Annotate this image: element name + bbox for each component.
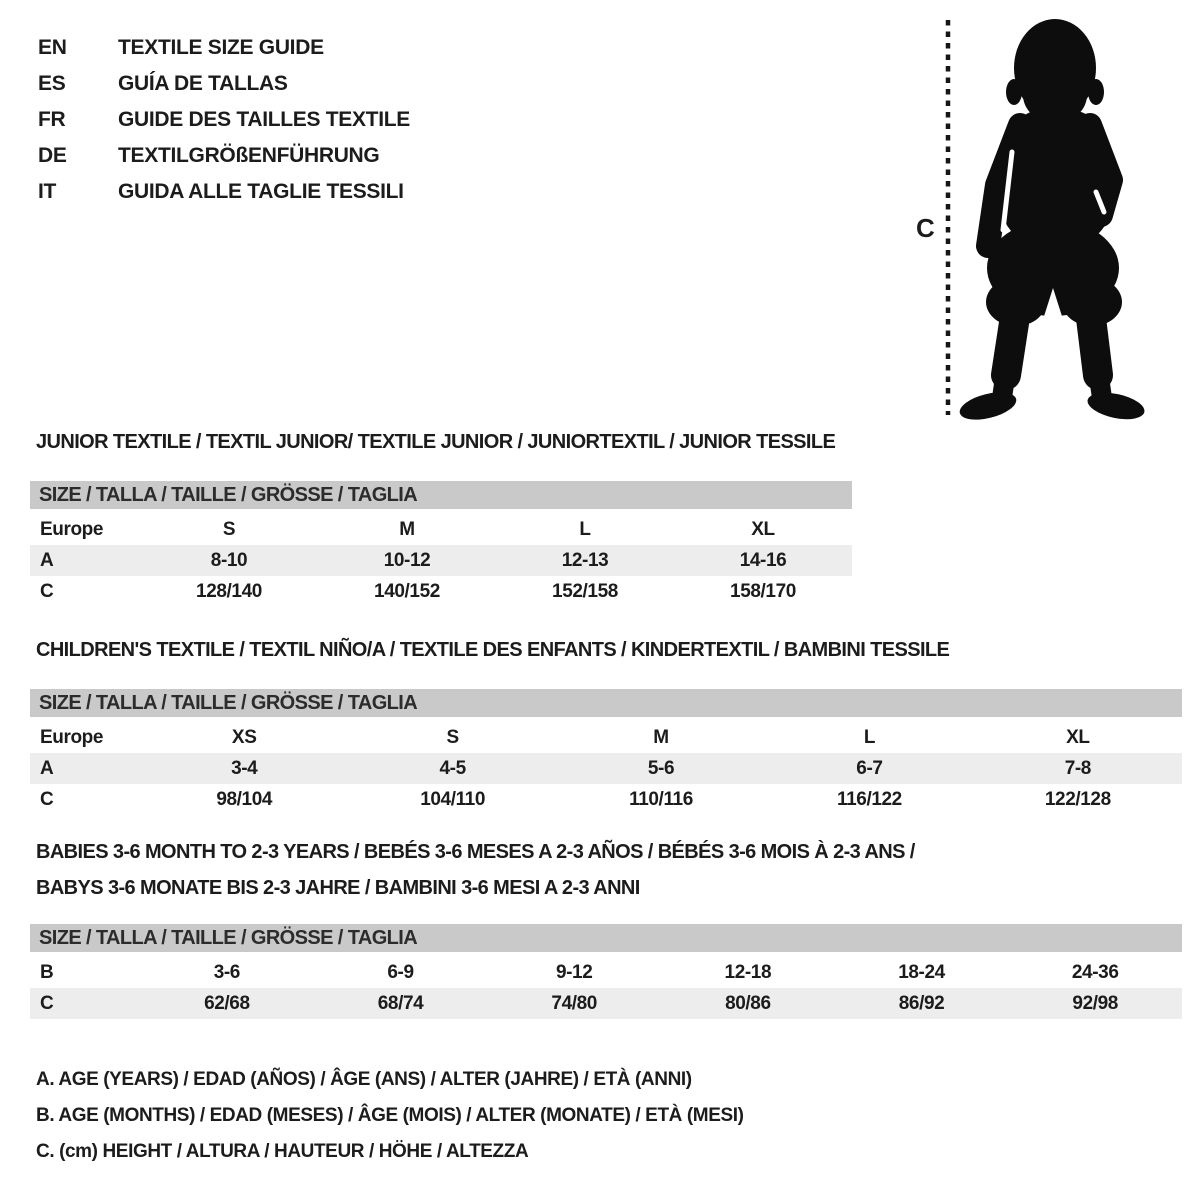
table-cell: 3-6 xyxy=(213,961,240,983)
table-cell: 110/116 xyxy=(629,788,693,810)
babies-section-title-line2: BABYS 3-6 MONATE BIS 2-3 JAHRE / BAMBINI 3-6 MESI A 2-3 ANNI xyxy=(36,877,640,899)
table-rows xyxy=(30,514,852,607)
table-cell: 10-12 xyxy=(383,549,431,571)
language-code: EN xyxy=(38,36,67,59)
guide-title-fr: GUIDE DES TAILLES TEXTILE xyxy=(118,108,410,131)
table-cell: 12-18 xyxy=(724,961,772,983)
table-row-c xyxy=(30,576,852,607)
language-row-en xyxy=(38,30,410,66)
table-cell: 12-13 xyxy=(561,549,609,571)
row-label: A xyxy=(40,549,54,571)
table-row-a xyxy=(30,753,1182,784)
table-cell: S xyxy=(222,518,236,540)
table-cell: XL xyxy=(751,518,775,540)
table-cell: 62/68 xyxy=(204,992,250,1014)
row-label: Europe xyxy=(40,518,104,540)
language-row-fr xyxy=(38,102,410,138)
table-cell: 122/128 xyxy=(1044,788,1111,810)
row-label: Europe xyxy=(40,726,104,748)
table-cell: 4-5 xyxy=(439,757,466,779)
table-cell: M xyxy=(399,518,415,540)
table-row-c xyxy=(30,784,1182,815)
language-row-de xyxy=(38,138,410,174)
table-rows xyxy=(30,722,1182,815)
table-cell: 152/158 xyxy=(552,580,618,602)
language-code: IT xyxy=(38,180,57,203)
table-cell: 92/98 xyxy=(1072,992,1118,1014)
table-cell: 128/140 xyxy=(196,580,262,602)
legend-line-c: C. (cm) HEIGHT / ALTURA / HAUTEUR / HÖHE / ALTEZZA xyxy=(36,1141,529,1162)
size-bar: SIZE / TALLA / TAILLE / GRÖSSE / TAGLIA xyxy=(30,481,852,509)
guide-title-de: TEXTILGRÖßENFÜHRUNG xyxy=(118,144,380,167)
height-marker-label: C xyxy=(916,213,935,243)
table-row-c xyxy=(30,988,1182,1019)
legend-line-b: B. AGE (MONTHS) / EDAD (MESES) / ÂGE (MOIS) / ALTER (MONATE) / ETÀ (MESI) xyxy=(36,1105,744,1126)
babies-size-table xyxy=(30,924,1182,1019)
language-header xyxy=(38,30,410,210)
table-cell: 9-12 xyxy=(555,961,593,983)
junior-size-table xyxy=(30,481,852,607)
table-cell: M xyxy=(653,726,669,748)
row-label: A xyxy=(40,757,54,779)
table-cell: 24-36 xyxy=(1071,961,1119,983)
language-row-it xyxy=(38,174,410,210)
language-code: ES xyxy=(38,72,66,95)
table-cell: 104/110 xyxy=(420,788,486,810)
table-cell: 18-24 xyxy=(898,961,945,983)
children-size-table xyxy=(30,689,1182,815)
table-cell: 74/80 xyxy=(551,992,597,1014)
table-cell: 7-8 xyxy=(1064,757,1091,779)
table-cell: XL xyxy=(1066,726,1090,748)
row-label: B xyxy=(40,961,54,983)
language-row-es xyxy=(38,66,410,102)
table-cell: 3-4 xyxy=(231,757,258,779)
row-label: C xyxy=(40,580,54,602)
table-cell: 8-10 xyxy=(210,549,248,571)
language-code: FR xyxy=(38,108,66,131)
size-bar: SIZE / TALLA / TAILLE / GRÖSSE / TAGLIA xyxy=(30,689,1182,717)
table-cell: L xyxy=(579,518,591,540)
legend-line-a: A. AGE (YEARS) / EDAD (AÑOS) / ÂGE (ANS) / ALTER (JAHRE) / ETÀ (ANNI) xyxy=(36,1069,692,1090)
children-section-title: CHILDREN'S TEXTILE / TEXTIL NIÑO/A / TEXTILE DES ENFANTS / KINDERTEXTIL / BAMBINI TESSILE xyxy=(36,639,950,661)
guide-title-es: GUÍA DE TALLAS xyxy=(118,72,288,95)
row-label: C xyxy=(40,788,54,810)
table-cell: 140/152 xyxy=(374,580,440,602)
toddler-silhouette-icon xyxy=(900,10,1150,420)
table-cell: XS xyxy=(231,726,257,748)
table-cell: 86/92 xyxy=(898,992,945,1014)
table-row-sizes-header xyxy=(30,722,1182,753)
table-cell: 6-9 xyxy=(387,961,414,983)
table-cell: 116/122 xyxy=(837,788,902,810)
legend xyxy=(36,1062,744,1170)
size-bar: SIZE / TALLA / TAILLE / GRÖSSE / TAGLIA xyxy=(30,924,1182,952)
table-cell: 80/86 xyxy=(725,992,771,1014)
table-cell: 68/74 xyxy=(377,992,424,1014)
table-cell: 14-16 xyxy=(739,549,787,571)
table-rows xyxy=(30,957,1182,1019)
table-cell: L xyxy=(863,726,876,748)
table-cell: 5-6 xyxy=(647,757,675,779)
table-cell: S xyxy=(446,726,459,748)
table-row-a xyxy=(30,545,852,576)
junior-section-title: JUNIOR TEXTILE / TEXTIL JUNIOR/ TEXTILE JUNIOR / JUNIORTEXTIL / JUNIOR TESSILE xyxy=(36,431,836,453)
table-cell: 6-7 xyxy=(856,757,883,779)
row-label: C xyxy=(40,992,54,1014)
table-cell: 98/104 xyxy=(216,788,273,810)
table-cell: 158/170 xyxy=(730,580,796,602)
guide-title-it: GUIDA ALLE TAGLIE TESSILI xyxy=(118,180,404,203)
table-row-sizes-header xyxy=(30,514,852,545)
table-row-b xyxy=(30,957,1182,988)
language-code: DE xyxy=(38,144,67,167)
babies-section-title-line1: BABIES 3-6 MONTH TO 2-3 YEARS / BEBÉS 3-6 MESES A 2-3 AÑOS / BÉBÉS 3-6 MOIS À 2-3 ANS / xyxy=(36,841,915,863)
guide-title-en: TEXTILE SIZE GUIDE xyxy=(118,36,324,59)
